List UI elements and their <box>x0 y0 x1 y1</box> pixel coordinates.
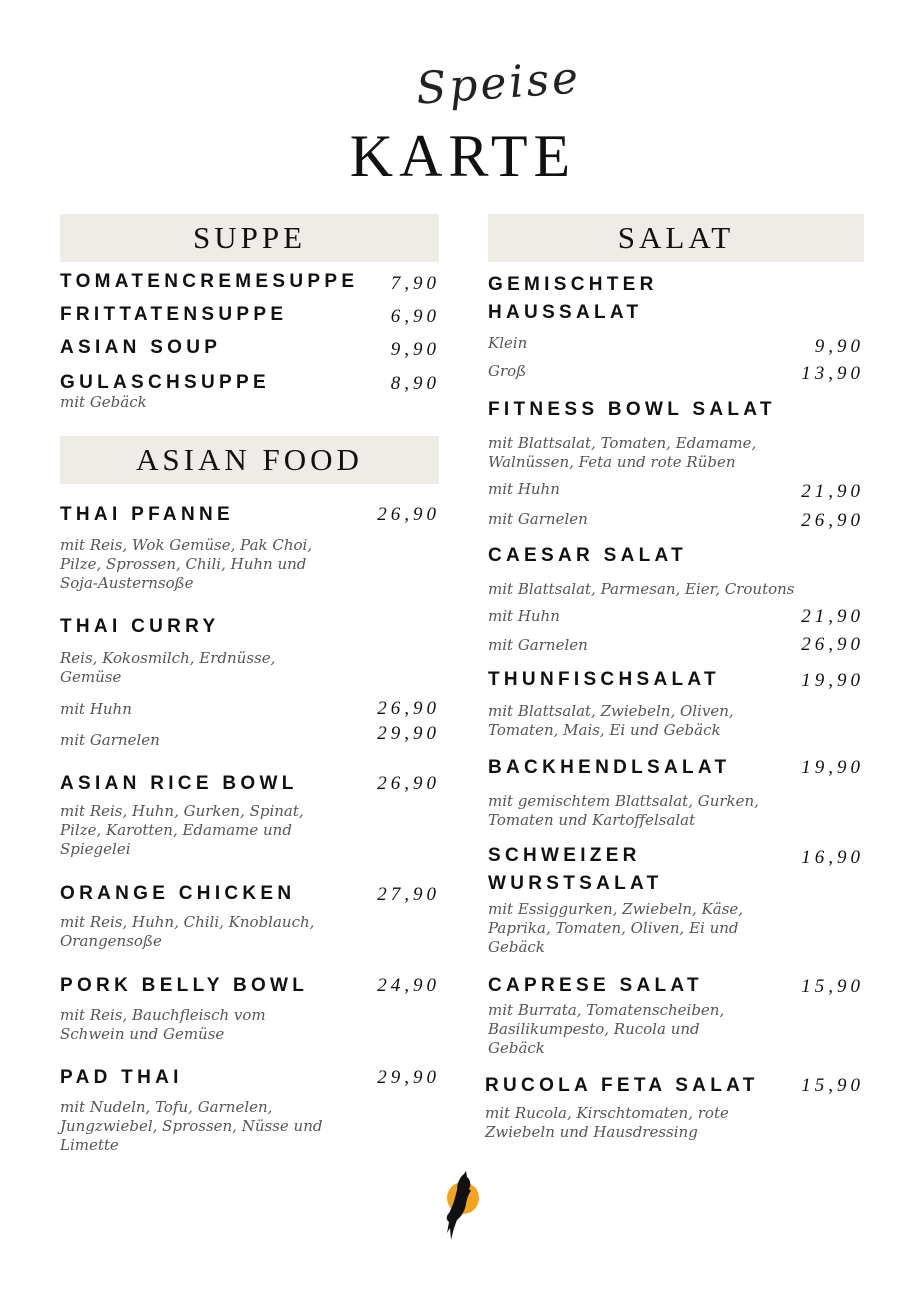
item-name: GEMISCHTER HAUSSALAT <box>488 274 658 323</box>
item-name: ASIAN SOUP <box>60 337 222 358</box>
item-name: FITNESS BOWL SALAT <box>488 399 776 420</box>
option-price: 9,90 <box>814 336 864 357</box>
option-label: Klein <box>488 334 528 352</box>
item-description: mit Essiggurken, Zwiebeln, Käse, Paprika, Tomaten, Oliven, Ei und Gebäck <box>488 900 744 956</box>
item-price: 15,90 <box>801 1075 864 1096</box>
item-name: PORK BELLY BOWL <box>60 975 309 996</box>
option-price: 21,90 <box>801 481 864 502</box>
item-name: GULASCHSUPPE <box>60 372 270 393</box>
item-name: BACKHENDLSALAT <box>488 757 731 778</box>
parrot-sun-icon <box>440 1170 484 1244</box>
item-description: mit Gebäck <box>60 393 147 411</box>
item-name: CAPRESE SALAT <box>488 975 703 996</box>
option-label: mit Huhn <box>60 700 132 718</box>
option-label: Groß <box>488 362 527 380</box>
item-name: THAI CURRY <box>60 616 220 637</box>
item-price: 6,90 <box>390 306 440 327</box>
section-header-suppe: SUPPE <box>60 214 439 262</box>
item-description: mit Reis, Bauchfleisch vom Schwein und Gemüse <box>60 1006 266 1043</box>
right-column <box>485 0 864 1304</box>
item-name: THUNFISCHSALAT <box>488 669 720 690</box>
item-description: mit Reis, Huhn, Gurken, Spinat, Pilze, Karotten, Edamame und Spiegelei <box>60 802 304 858</box>
item-description: mit gemischtem Blattsalat, Gurken, Tomaten und Kartoffelsalat <box>488 792 759 829</box>
item-name: THAI PFANNE <box>60 504 234 525</box>
option-label: mit Huhn <box>488 480 560 498</box>
item-price: 9,90 <box>390 339 440 360</box>
option-label: mit Garnelen <box>488 510 588 528</box>
item-name: RUCOLA FETA SALAT <box>485 1075 759 1096</box>
item-description: mit Burrata, Tomatenscheiben, Basilikumpesto, Rucola und Gebäck <box>488 1001 725 1057</box>
left-column <box>60 0 440 1304</box>
item-description: mit Reis, Huhn, Chili, Knoblauch, Orangensoße <box>60 913 315 950</box>
item-name: PAD THAI <box>60 1067 183 1088</box>
item-price: 24,90 <box>377 975 440 996</box>
item-price: 15,90 <box>801 976 864 997</box>
option-label: mit Huhn <box>488 607 560 625</box>
option-price: 29,90 <box>377 723 440 744</box>
item-name: CAESAR SALAT <box>488 545 688 566</box>
title-script: Speise <box>414 52 583 115</box>
item-description: mit Rucola, Kirschtomaten, rote Zwiebeln und Hausdressing <box>485 1104 729 1141</box>
item-price: 16,90 <box>801 847 864 868</box>
item-description: mit Blattsalat, Parmesan, Eier, Croutons <box>488 580 795 598</box>
item-name: SCHWEIZER WURSTSALAT <box>488 845 663 894</box>
section-header-salat: SALAT <box>488 214 864 262</box>
page-title: KARTE <box>349 123 577 189</box>
item-price: 26,90 <box>377 773 440 794</box>
item-name: ASIAN RICE BOWL <box>60 773 298 794</box>
item-price: 8,90 <box>390 373 440 394</box>
item-price: 19,90 <box>801 757 864 778</box>
item-description: mit Reis, Wok Gemüse, Pak Choi, Pilze, Sprossen, Chili, Huhn und Soja-Austernsoße <box>60 536 313 592</box>
item-description: Reis, Kokosmilch, Erdnüsse, Gemüse <box>60 649 276 686</box>
option-price: 26,90 <box>377 698 440 719</box>
option-price: 26,90 <box>801 510 864 531</box>
section-header-asian-food: ASIAN FOOD <box>60 436 439 484</box>
item-name: ORANGE CHICKEN <box>60 883 296 904</box>
item-description: mit Blattsalat, Zwiebeln, Oliven, Tomaten, Mais, Ei und Gebäck <box>488 702 734 739</box>
item-name: FRITTATENSUPPE <box>60 304 288 325</box>
option-label: mit Garnelen <box>60 731 160 749</box>
item-price: 19,90 <box>801 670 864 691</box>
option-price: 21,90 <box>801 606 864 627</box>
item-price: 26,90 <box>377 504 440 525</box>
item-name: TOMATENCREMESUPPE <box>60 271 359 292</box>
item-price: 7,90 <box>390 273 440 294</box>
item-description: mit Blattsalat, Tomaten, Edamame, Walnüssen, Feta und rote Rüben <box>488 434 757 471</box>
item-description: mit Nudeln, Tofu, Garnelen, Jungzwiebel, Sprossen, Nüsse und Limette <box>60 1098 323 1154</box>
option-label: mit Garnelen <box>488 636 588 654</box>
item-price: 27,90 <box>377 884 440 905</box>
option-price: 26,90 <box>801 634 864 655</box>
item-price: 29,90 <box>377 1067 440 1088</box>
option-price: 13,90 <box>801 363 864 384</box>
